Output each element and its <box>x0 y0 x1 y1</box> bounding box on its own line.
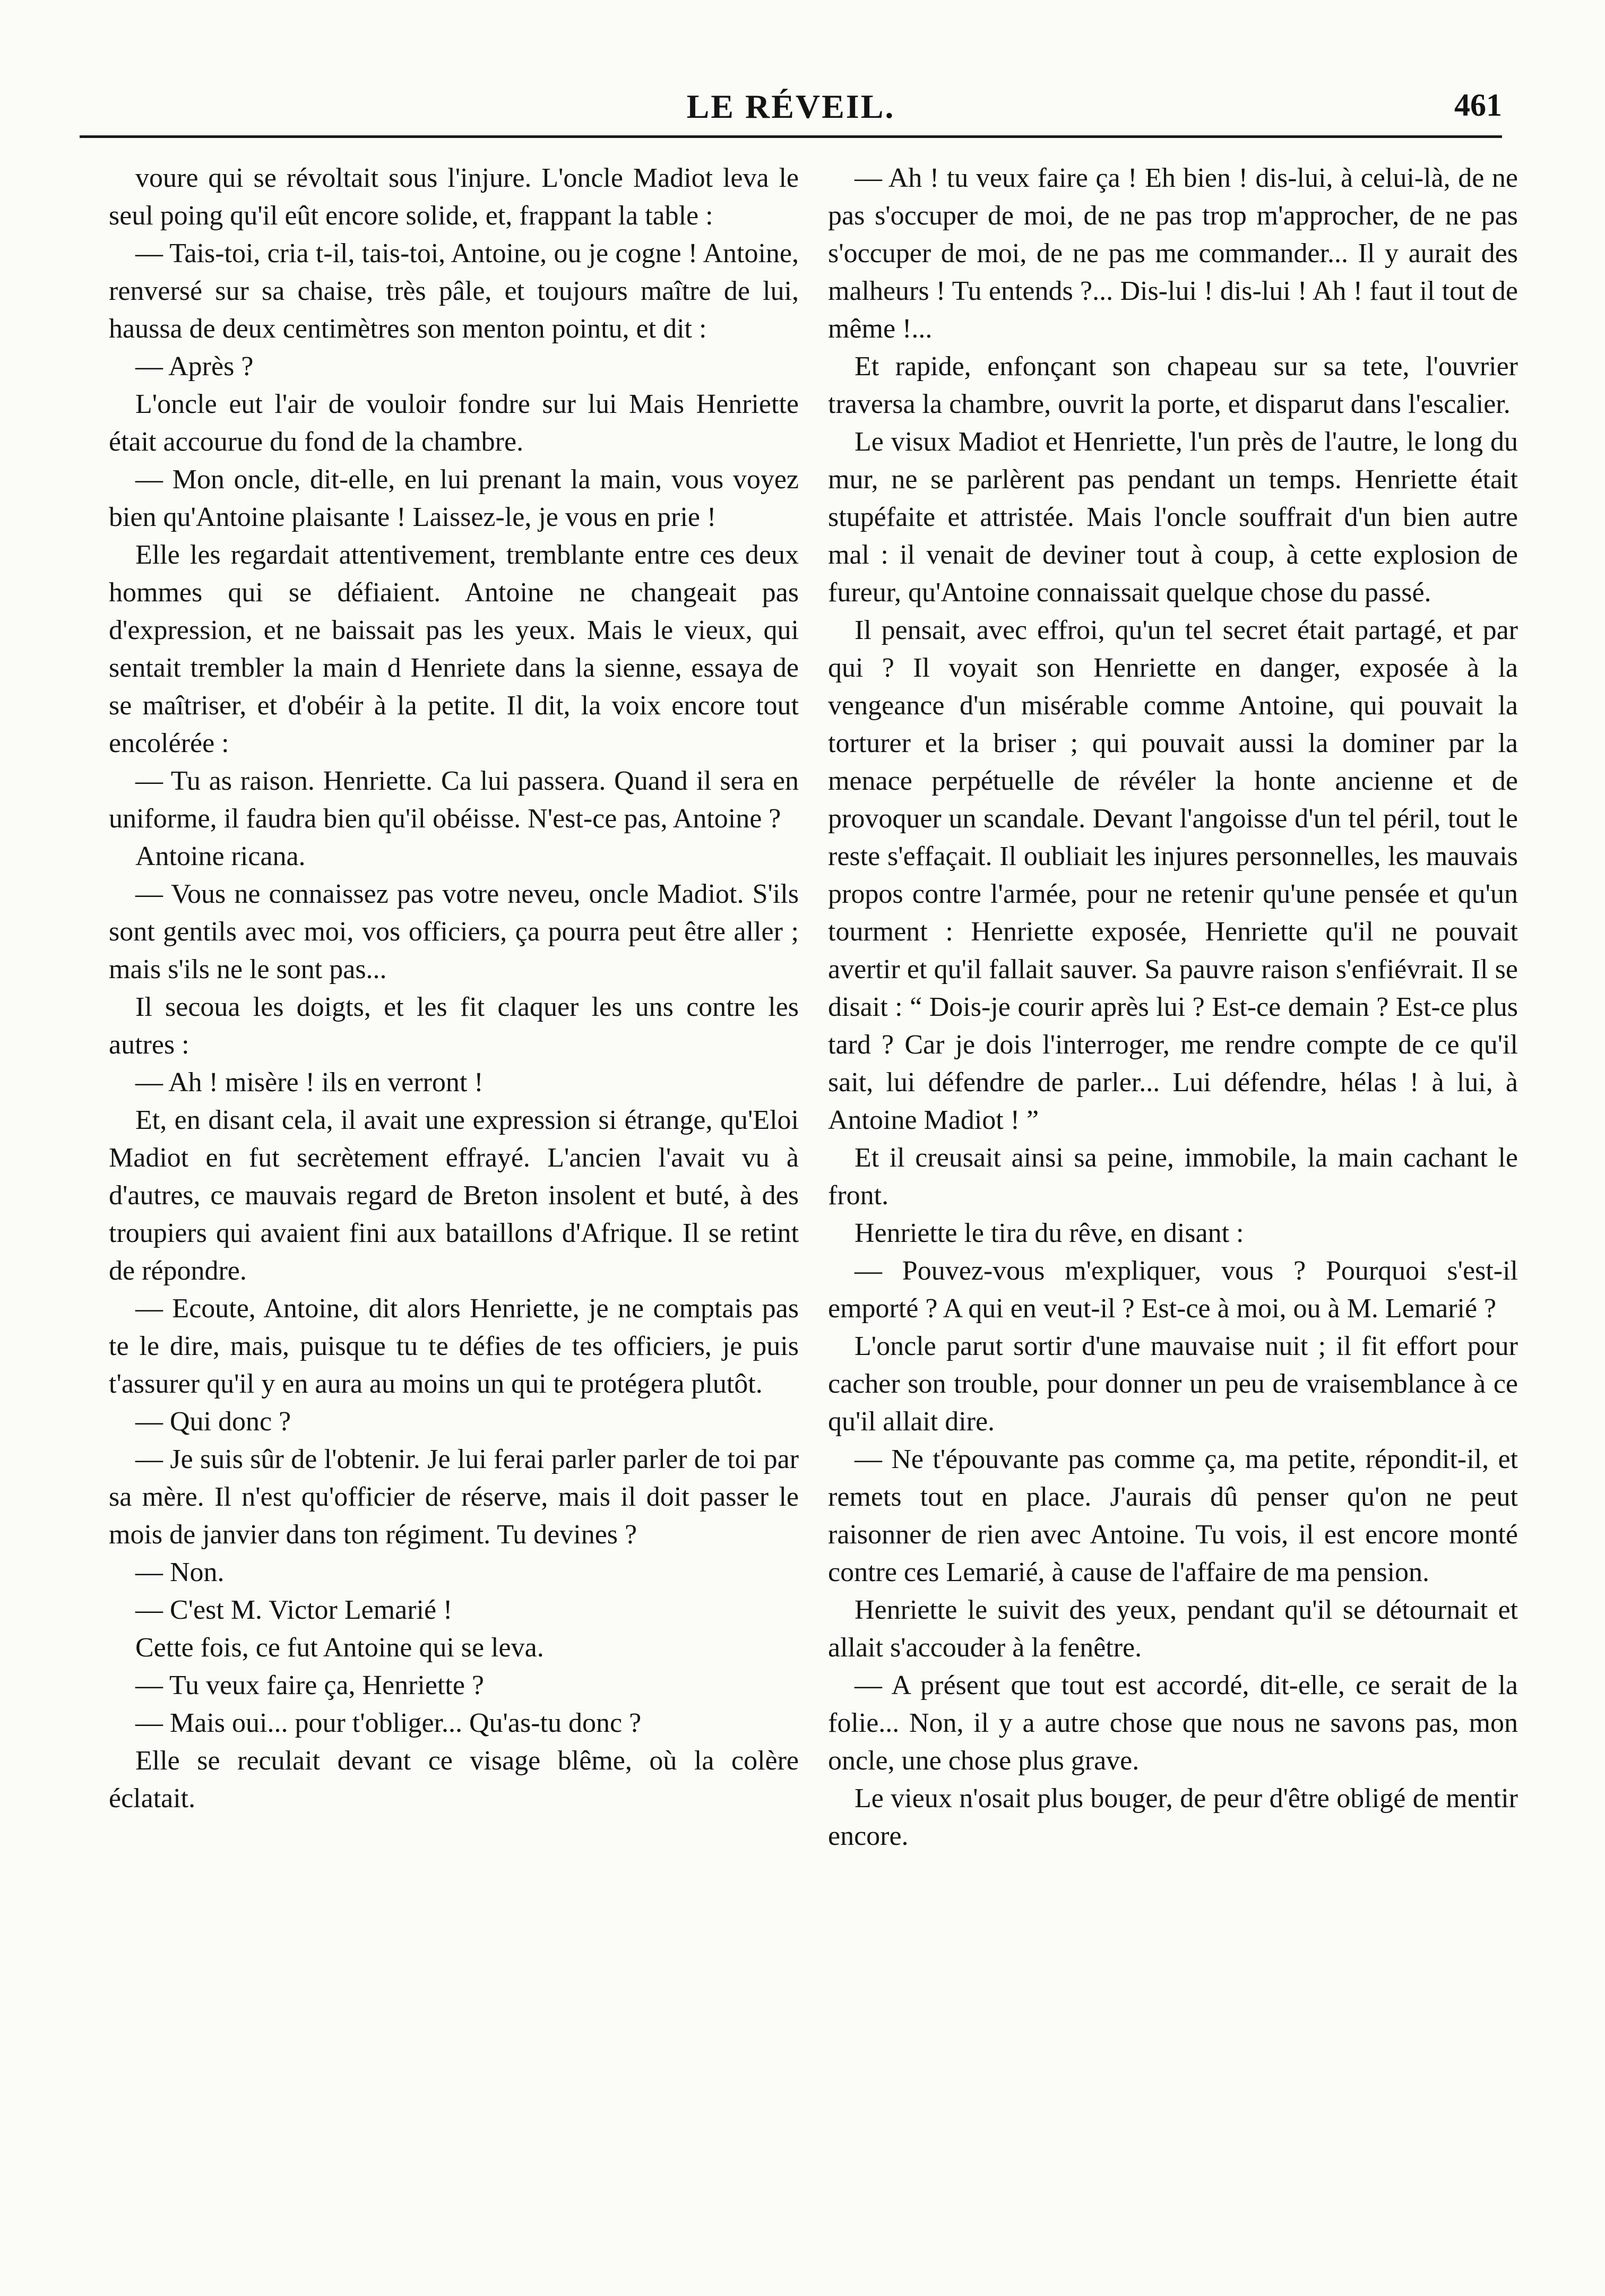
paragraph: Elle se reculait devant ce visage blême, où la colère éclatait. <box>109 1746 799 1814</box>
paragraph: Il pensait, avec effroi, qu'un tel secret était partagé, et par qui ? Il voyait son Henriette en danger, exposée à la vengeance d'un misérable comme Antoine, qui pouvait la torturer et la briser ; qui pouvait aussi la dominer par la menace perpétuelle de révéler la honte ancienne et de provoquer un scandale. Devant l'angoisse d'un tel péril, tout le reste s'effaçait. Il oubliait les injures personnelles, les mauvais propos contre l'armée, pour ne retenir qu'une pensée et qu'un tourment : Henriette exposée, Henriette qu'il ne pouvait avertir et qu'il fallait sauver. Sa pauvre raison s'enfiévrait. Il se disait : “ Dois-je courir après lui ? Est-ce demain ? Est-ce plus tard ? Car je dois l'interroger, me rendre compte de ce qu'il sait, lui défendre de parler... Lui défendre, hélas ! à lui, à Antoine Madiot ! ” <box>828 615 1518 1135</box>
paragraph: L'oncle eut l'air de vouloir fondre sur lui Mais Henriette était accourue du fond de la chambre. <box>109 389 799 457</box>
header-rule <box>80 135 1502 138</box>
paragraph: — Qui donc ? <box>135 1406 291 1437</box>
paragraph: Henriette le tira du rêve, en disant : <box>855 1218 1244 1248</box>
paragraph: Le visux Madiot et Henriette, l'un près de l'autre, le long du mur, ne se parlèrent pas pendant un temps. Henriette était stupéfaite et attristée. Mais l'oncle souffrait d'un bien autre mal : il venait de deviner tout à coup, à cette explosion de fureur, qu'Antoine connaissait quelque chose du passé. <box>828 427 1518 608</box>
paragraph: Et il creusait ainsi sa peine, immobile, la main cachant le front. <box>828 1143 1518 1211</box>
paragraph: Et, en disant cela, il avait une expression si étrange, qu'Eloi Madiot en fut secrètement effrayé. L'ancien l'avait vu à d'autres, ce mauvais regard de Breton insolent et buté, à des troupiers qui avaient fini aux bataillons d'Afrique. Il se retint de répondre. <box>109 1105 799 1286</box>
paragraph: — Ah ! tu veux faire ça ! Eh bien ! dis-lui, à celui-là, de ne pas s'occuper de moi, de ne pas trop m'approcher, de ne pas s'occuper de moi, de ne pas me commander... Il y aurait des malheurs ! Tu entends ?... Dis-lui ! dis-lui ! Ah ! faut il tout de même !... <box>828 163 1518 344</box>
paragraph: — Mais oui... pour t'obliger... Qu'as-tu donc ? <box>135 1708 642 1738</box>
running-title: LE RÉVEIL. <box>686 88 895 125</box>
running-header <box>80 80 1502 143</box>
paragraph: — Tu veux faire ça, Henriette ? <box>135 1670 485 1701</box>
paragraph: — Vous ne connaissez pas votre neveu, oncle Madiot. S'ils sont gentils avec moi, vos officiers, ça pourra peut être aller ; mais s'ils ne le sont pas... <box>109 879 799 985</box>
left-column <box>109 159 799 1817</box>
paragraph: Henriette le suivit des yeux, pendant qu'il se détournait et allait s'accouder à la fenêtre. <box>828 1595 1518 1663</box>
paragraph: Et rapide, enfonçant son chapeau sur sa tete, l'ouvrier traversa la chambre, ouvrit la porte, et disparut dans l'escalier. <box>828 351 1518 419</box>
paragraph: — Ne t'épouvante pas comme ça, ma petite, répondit-il, et remets tout en place. J'aurais dû penser qu'on ne peut raisonner de rien avec Antoine. Tu vois, il est encore monté contre ces Lemarié, à cause de l'affaire de ma pension. <box>828 1444 1518 1587</box>
paragraph: — Je suis sûr de l'obtenir. Je lui ferai parler parler de toi par sa mère. Il n'est qu'officier de réserve, mais il doit passer le mois de janvier dans ton régiment. Tu devines ? <box>109 1444 799 1550</box>
paragraph: voure qui se révoltait sous l'injure. L'oncle Madiot leva le seul poing qu'il eût encore solide, et, frappant la table : <box>109 163 799 231</box>
paragraph: Le vieux n'osait plus bouger, de peur d'être obligé de mentir encore. <box>828 1783 1518 1851</box>
paragraph: — Ecoute, Antoine, dit alors Henriette, je ne comptais pas te le dire, mais, puisque tu te défies de tes officiers, je puis t'assurer qu'il y en aura au moins un qui te protégera plutôt. <box>109 1293 799 1399</box>
right-column <box>828 159 1518 1855</box>
paragraph: — Après ? <box>135 351 254 382</box>
paragraph: — Tu as raison. Henriette. Ca lui passera. Quand il sera en uniforme, il faudra bien qu'il obéisse. N'est-ce pas, Antoine ? <box>109 766 799 834</box>
paragraph: — Ah ! misère ! ils en verront ! <box>135 1067 484 1098</box>
paragraph: Antoine ricana. <box>135 841 306 871</box>
page-number: 461 <box>1454 88 1502 123</box>
paragraph: — Mon oncle, dit-elle, en lui prenant la main, vous voyez bien qu'Antoine plaisante ! Laissez-le, je vous en prie ! <box>109 464 799 532</box>
paragraph: Il secoua les doigts, et les fit claquer les uns contre les autres : <box>109 992 799 1060</box>
paragraph: — Non. <box>135 1557 225 1587</box>
paragraph: — Tais-toi, cria t-il, tais-toi, Antoine, ou je cogne ! Antoine, renversé sur sa chaise, très pâle, et toujours maître de lui, haussa de deux centimètres son menton pointu, et dit : <box>109 238 799 344</box>
paragraph: L'oncle parut sortir d'une mauvaise nuit ; il fit effort pour cacher son trouble, pour donner un peu de vraisemblance à ce qu'il allait dire. <box>828 1331 1518 1437</box>
paragraph: — A présent que tout est accordé, dit-elle, ce serait de la folie... Non, il y a autre chose que nous ne savons pas, mon oncle, une chose plus grave. <box>828 1670 1518 1776</box>
paragraph: Elle les regardait attentivement, tremblante entre ces deux hommes qui se défiaient. Antoine ne changeait pas d'expression, et ne baissait pas les yeux. Mais le vieux, qui sentait trembler la main d Henriete dans la sienne, essaya de se maîtriser, et d'obéir à la petite. Il dit, la voix encore tout encolérée : <box>109 540 799 758</box>
paragraph: — Pouvez-vous m'expliquer, vous ? Pourquoi s'est-il emporté ? A qui en veut-il ? Est-ce à moi, ou à M. Lemarié ? <box>828 1256 1518 1324</box>
paragraph: Cette fois, ce fut Antoine qui se leva. <box>135 1633 544 1663</box>
paragraph: — C'est M. Victor Lemarié ! <box>135 1595 453 1625</box>
